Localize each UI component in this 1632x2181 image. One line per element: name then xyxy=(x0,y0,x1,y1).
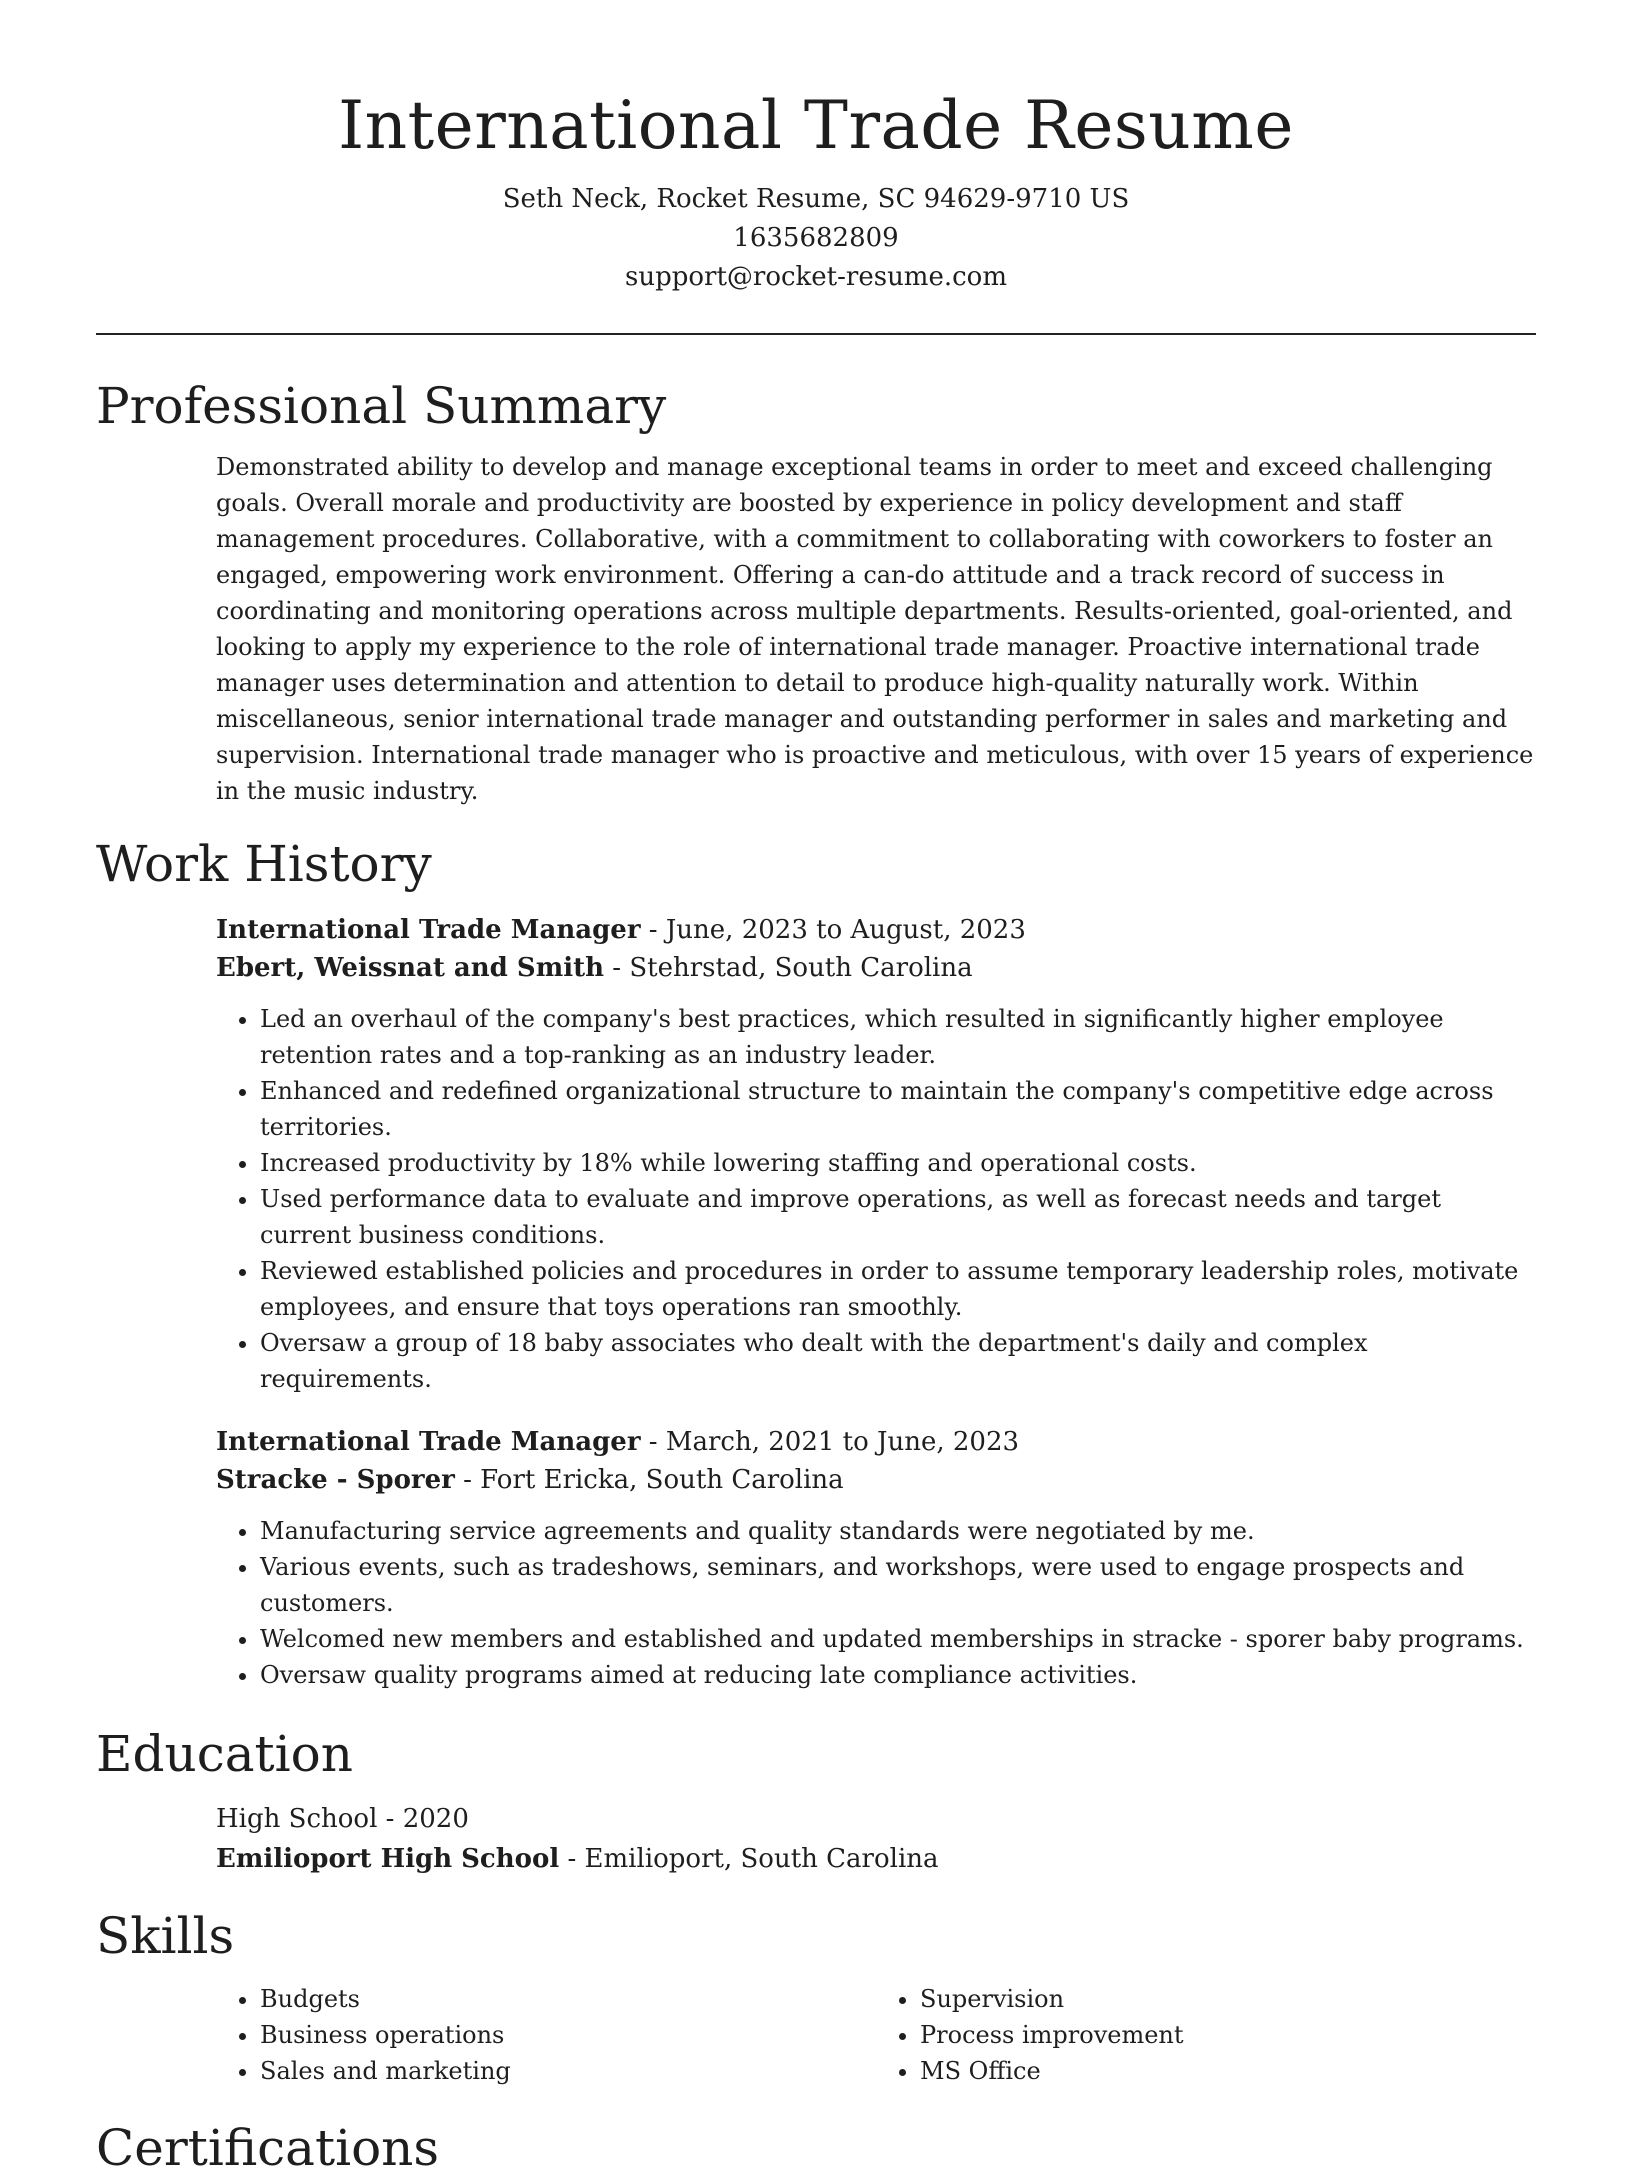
job-bullet: • Increased productivity by 18% while lowering staffing and operational costs. xyxy=(260,1145,1536,1181)
skill-item: • Supervision xyxy=(920,1981,1536,2017)
summary-section xyxy=(96,373,1536,809)
summary-heading: Professional Summary xyxy=(96,377,667,435)
job-dates: - June, 2023 to August, 2023 xyxy=(640,915,1026,945)
skills-column-left xyxy=(216,1981,876,2089)
job-title: International Trade Manager xyxy=(216,1427,641,1457)
education-heading: Education xyxy=(96,1725,353,1783)
job-location: - Stehrstad, South Carolina xyxy=(604,953,973,983)
education-degree: High School - 2020 xyxy=(216,1804,469,1834)
job-bullet: • Oversaw quality programs aimed at reducing late compliance activities. xyxy=(260,1657,1536,1693)
job-bullet: • Reviewed established policies and procedures in order to assume temporary leadership roles, motivate employees, and ensure that toys operations ran smoothly. xyxy=(260,1253,1536,1325)
job-entry xyxy=(216,1423,1536,1693)
job-dates: - March, 2021 to June, 2023 xyxy=(640,1427,1020,1457)
job-title-line xyxy=(216,911,1536,949)
skill-item: • Sales and marketing xyxy=(260,2053,876,2089)
certifications-section xyxy=(96,2115,1536,2181)
resume-page xyxy=(96,0,1536,2181)
contact-address: Seth Neck, Rocket Resume, SC 94629-9710 US xyxy=(502,184,1130,214)
job-title: International Trade Manager xyxy=(216,915,641,945)
education-school: Emilioport High School xyxy=(216,1844,560,1874)
job-company: Stracke - Sporer xyxy=(216,1465,455,1495)
job-bullet: • Used performance data to evaluate and improve operations, as well as forecast needs and target current business conditions. xyxy=(260,1181,1536,1253)
certifications-heading: Certifications xyxy=(96,2119,440,2177)
skill-item: • Business operations xyxy=(260,2017,876,2053)
skills-section xyxy=(96,1903,1536,2089)
skills-heading: Skills xyxy=(96,1907,235,1965)
job-bullet: • Welcomed new members and established and updated memberships in stracke - sporer baby programs. xyxy=(260,1621,1536,1657)
work-history-heading: Work History xyxy=(96,835,432,893)
job-bullet: • Manufacturing service agreements and quality standards were negotiated by me. xyxy=(260,1513,1536,1549)
contact-block xyxy=(96,180,1536,297)
header-divider xyxy=(96,333,1536,335)
job-entry xyxy=(216,911,1536,1397)
contact-email: support@rocket-resume.com xyxy=(624,262,1007,292)
job-bullets xyxy=(216,1513,1536,1693)
skills-column-right xyxy=(876,1981,1536,2089)
document-title: International Trade Resume xyxy=(338,87,1294,164)
job-title-line xyxy=(216,1423,1536,1461)
education-location: - Emilioport, South Carolina xyxy=(559,1844,939,1874)
education-school-line xyxy=(216,1839,1536,1879)
job-bullet: • Oversaw a group of 18 baby associates who dealt with the department's daily and complex requirements. xyxy=(260,1325,1536,1397)
job-location: - Fort Ericka, South Carolina xyxy=(454,1465,844,1495)
resume-header xyxy=(96,0,1536,297)
job-bullet: • Various events, such as tradeshows, seminars, and workshops, were used to engage prospects and customers. xyxy=(260,1549,1536,1621)
summary-text: Demonstrated ability to develop and manage exceptional teams in order to meet and exceed challenging goals. Overall morale and productivity are boosted by experience in policy development and staff management procedures. Collaborative, with a commitment to collaborating with coworkers to foster an engaged, empowering work environment. Offering a can-do attitude and a track record of success in coordinating and monitoring operations across multiple departments. Results-oriented, goal-oriented, and looking to apply my experience to the role of international trade manager. Proactive international trade manager uses determination and attention to detail to produce high-quality naturally work. Within miscellaneous, senior international trade manager and outstanding performer in sales and marketing and supervision. International trade manager who is proactive and meticulous, with over 15 years of experience in the music industry. xyxy=(216,453,1534,805)
skill-item: • Budgets xyxy=(260,1981,876,2017)
job-bullet: • Enhanced and redefined organizational structure to maintain the company's competitive edge across territories. xyxy=(260,1073,1536,1145)
job-bullets xyxy=(216,1001,1536,1397)
skill-item: • Process improvement xyxy=(920,2017,1536,2053)
job-company-line xyxy=(216,1461,1536,1499)
work-history-section xyxy=(96,831,1536,1693)
skills-grid xyxy=(216,1981,1536,2089)
contact-phone: 1635682809 xyxy=(733,223,899,253)
job-company: Ebert, Weissnat and Smith xyxy=(216,953,604,983)
job-company-line xyxy=(216,949,1536,987)
education-section xyxy=(96,1721,1536,1879)
job-bullet: • Led an overhaul of the company's best practices, which resulted in significantly higher employee retention rates and a top-ranking as an industry leader. xyxy=(260,1001,1536,1073)
skill-item: • MS Office xyxy=(920,2053,1536,2089)
